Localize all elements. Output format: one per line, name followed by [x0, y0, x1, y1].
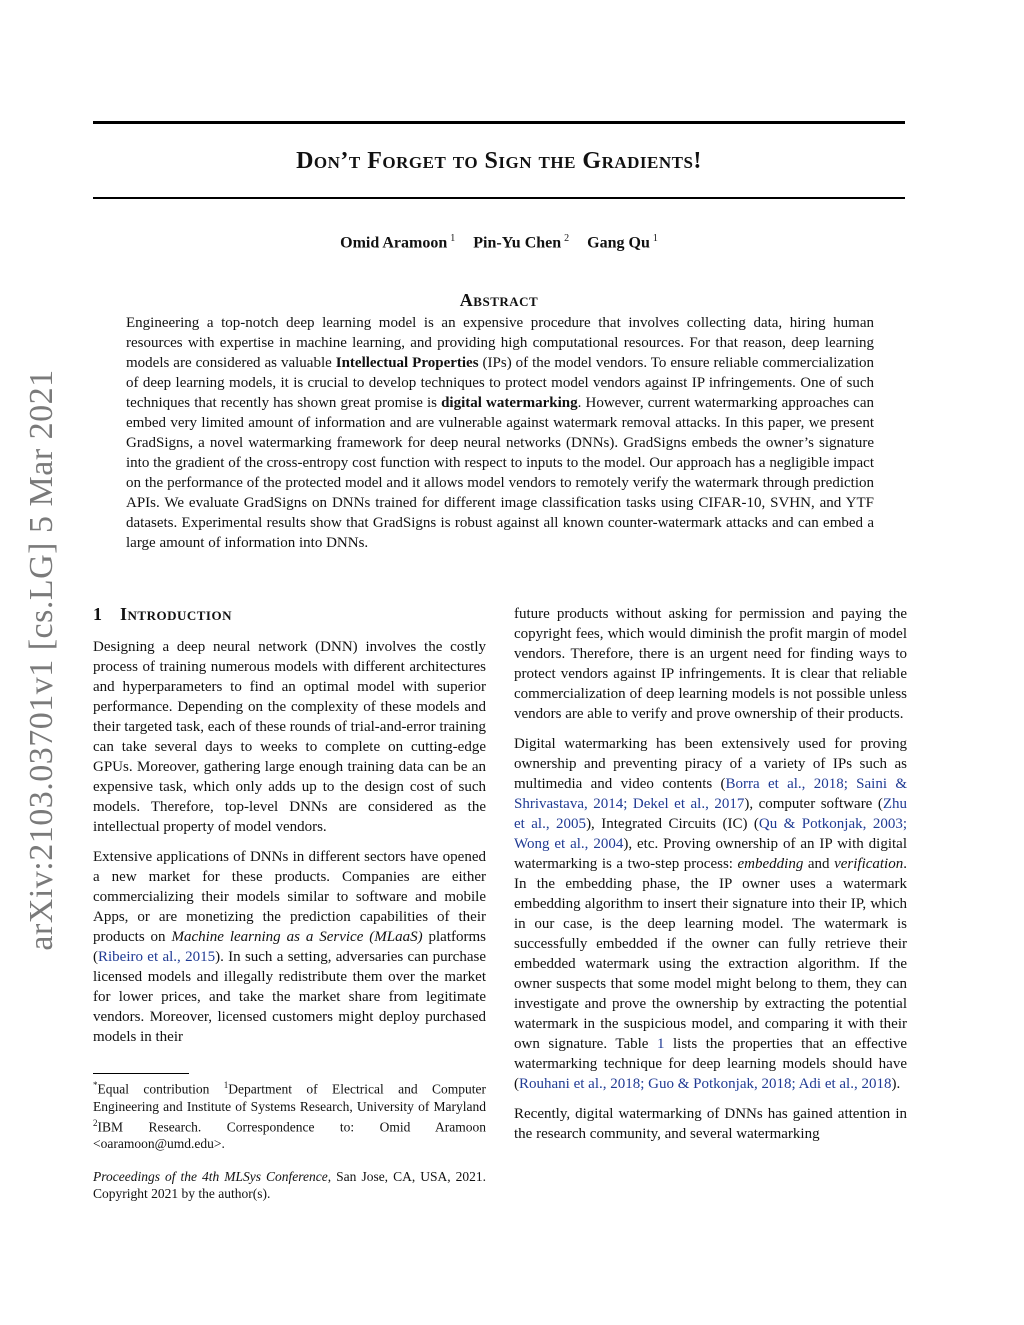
title-rule [93, 197, 905, 199]
paragraph: future products without asking for permission and paying the copyright fees, which would diminish the profit margin of model vendors. Therefore, there is an urgent need for finding ways to protect vendors against IP infringements. It is clear that reliable commercialization of deep learning models is not possible unless vendors are able to verify and prove ownership of their products. [514, 606, 907, 722]
abstract-text: (IPs) of the model vendors. To ensure reliable commercialization of deep learning models, it is crucial to develop techniques to protect model vendors against IP infringements. One of such techniques that recently has shown great promise is [126, 355, 875, 411]
right-column [514, 604, 907, 1154]
emphasis: embedding [737, 856, 804, 872]
author-list [93, 233, 905, 252]
author-affiliation: 1 [450, 233, 456, 244]
abstract-text: Engineering a top-notch deep learning model is an expensive procedure that involves collecting data, hiring human resources with expertise in machine learning, and providing high computational resources. For that reason, deep learning models are considered as valuable [126, 315, 874, 371]
paragraph-text: Digital watermarking has been extensively used for proving ownership and preventing piracy of a variety of IPs such as multimedia and video contents ( [514, 736, 907, 792]
paragraph-text: and [803, 856, 835, 872]
citation-link[interactable]: Zhu et al., 2005 [514, 796, 907, 832]
emphasis: Machine learning as a Service (MLaaS) [171, 929, 423, 945]
footnote-mark: * [93, 1080, 98, 1090]
footnote-text: Department of Electrical and Computer Engineering and Institute of Systems Research, University of Maryland [93, 1081, 486, 1114]
citation-link[interactable]: Rouhani et al., 2018; Guo & Potkonjak, 2018; Adi et al., 2018 [519, 1076, 892, 1092]
footnote-text: Equal contribution [97, 1081, 224, 1097]
abstract-bold: digital watermarking [441, 395, 578, 411]
abstract-heading: Abstract [459, 290, 539, 310]
emphasis: verification [834, 856, 904, 872]
paragraph-text: ), computer software ( [744, 796, 883, 812]
paragraph [514, 734, 907, 1094]
abstract-bold: Intellectual Properties [335, 355, 479, 371]
paragraph [93, 847, 486, 1047]
section-number: 1 [93, 604, 102, 624]
arxiv-identifier [17, 360, 67, 960]
citation-link[interactable]: Borra et al., 2018; Saini & Shrivastava, 2014; Dekel et al., 2017 [514, 776, 907, 812]
abstract-text: . However, current watermarking approaches can embed very limited amount of information and are vulnerable against watermark removal attacks. In this paper, we present GradSigns, a novel watermarking framework for deep neural networks (DNNs). GradSigns embeds the owner’s signature into the gradient of the cross-entropy cost function with respect to inputs to the model. Our approach has a negligible impact on the performance of the protected model and it allows model vendors to remotely verify the watermark through prediction APIs. We evaluate GradSigns on DNNs trained for different image classification tasks using CIFAR-10, SVHN, and YTF datasets. Experimental results show that GradSigns is robust against all known counter-watermark attacks and can embed a large amount of information into DNNs. [126, 395, 874, 551]
paragraph-text: ). [891, 1076, 901, 1092]
author-name: Pin-Yu Chen [473, 234, 562, 252]
left-column [93, 604, 486, 1057]
proceedings-venue: Proceedings of the 4th MLSys Conference [93, 1169, 328, 1184]
section-title: Introduction [120, 604, 232, 624]
paper-title: Don’t Forget to Sign the Gradients! [296, 148, 702, 174]
paragraph: Recently, digital watermarking of DNNs has gained attention in the research community, and several watermarking [514, 1106, 907, 1142]
footnote [93, 1077, 486, 1218]
citation-link[interactable]: Ribeiro et al., 2015 [98, 949, 216, 965]
paragraph-text: lists the properties that an effective watermarking technique for deep learning models should have ( [514, 1036, 907, 1092]
author-affiliation: 1 [652, 233, 658, 244]
top-rule [93, 121, 905, 124]
abstract-body [126, 313, 874, 553]
proceedings-text: , San Jose, CA, USA, 2021. Copyright 2021 by the author(s). [93, 1169, 486, 1201]
arxiv-id-text: arXiv:2103.03701v1 [cs.LG] 5 Mar 2021 [23, 369, 60, 951]
paragraph-text: . In the embedding phase, the IP owner uses a watermark embedding algorithm to insert their signature into their IP, which in our case, is the deep learning model. The watermark is successfully embedded if the owner can fully retrieve their embedded watermark using the extraction algorithm. If the owner suspects that some model might belong to them, they can investigate and prove the ownership by extracting the potential watermark in the suspicious model, and comparing it with their own signature. Table [514, 856, 907, 1052]
citation-link[interactable]: Qu & Potkonjak, 2003; Wong et al., 2004 [514, 816, 907, 852]
author-affiliation: 2 [564, 233, 570, 244]
author-name: Omid Aramoon [340, 234, 448, 252]
paragraph-text: platforms ( [93, 929, 486, 965]
paragraph: Designing a deep neural network (DNN) involves the costly process of training numerous models with different architectures and hyperparameters to find an optimal model with superior performance. Depending on the complexity of these models and their targeted task, each of these rounds of trial-and-error training can take several days to weeks to complete on cutting-edge GPUs. Moreover, gathering large enough training data can be an expensive task, which only adds up to the design cost of such models. Therefore, top-level DNNs are considered as the intellectual property of model vendors. [93, 639, 486, 835]
paragraph-text: ), Integrated Circuits (IC) ( [586, 816, 759, 832]
footnote-rule [93, 1073, 189, 1074]
paragraph-text: ). In such a setting, adversaries can purchase licensed models and illegally redistribute them over the market for lower prices, and take the market share from legitimate vendors. Moreover, licensed customers might deploy purchased models in their [93, 949, 486, 1045]
section-heading [93, 604, 486, 624]
footnote-mark: 1 [223, 1080, 229, 1090]
author-name: Gang Qu [587, 234, 650, 252]
table-reference-link[interactable]: 1 [656, 1036, 665, 1052]
footnote-mark: 2 [93, 1117, 98, 1128]
paragraph-text: Extensive applications of DNNs in different sectors have opened a new market for these products. Companies are either commercializing their models similar to software and mobile Apps, or are monetizing the prediction capabilities of their products on [93, 849, 486, 945]
paragraph-text: ), etc. Proving ownership of an IP with digital watermarking is a two-step process: [514, 836, 908, 872]
footnote-text: IBM Research. Correspondence to: Omid Aramoon <oaramoon@umd.edu>. [93, 1119, 486, 1151]
